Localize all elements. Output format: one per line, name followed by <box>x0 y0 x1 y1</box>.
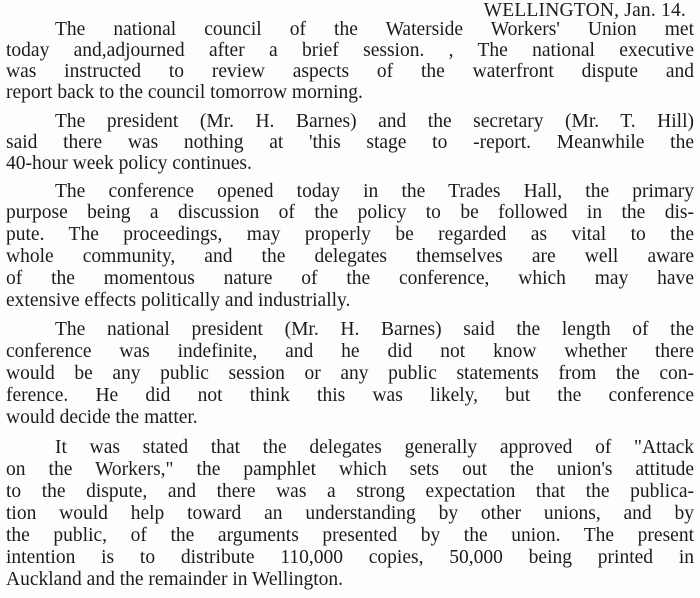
text-line: would decide the matter. <box>6 407 198 428</box>
text-line: on the Workers," the pamphlet which sets out the union's attitude <box>6 459 694 480</box>
text-line: The national president (Mr. H. Barnes) said the length of the <box>55 319 694 340</box>
text-line: It was stated that the delegates generally approved of "Attack <box>55 437 694 458</box>
dateline: WELLINGTON, Jan. 14. <box>483 0 686 21</box>
text-line: whole community, and the delegates themselves are well aware <box>6 246 694 267</box>
text-line: The president (Mr. H. Barnes) and the secretary (Mr. T. Hill) <box>55 111 694 132</box>
text-line: to the dispute, and there was a strong expectation that the publica- <box>6 481 694 502</box>
text-line: was instructed to review aspects of the waterfront dispute and <box>6 61 694 82</box>
text-line: extensive effects politically and industrially. <box>6 290 351 311</box>
text-line: purpose being a discussion of the policy to be followed in the dis- <box>6 202 694 223</box>
text-line: Auckland and the remainder in Wellington. <box>6 569 344 590</box>
text-line: ference. He did not think this was likely, but the conference <box>6 385 694 406</box>
text-line: The national council of the Waterside Workers' Union met <box>55 19 694 40</box>
text-line: the public, of the arguments presented by the union. The present <box>6 525 694 546</box>
text-line: would be any public session or any public statements from the con- <box>6 363 694 384</box>
text-line: pute. The proceedings, may properly be regarded as vital to the <box>6 224 694 245</box>
text-line: report back to the council tomorrow morning. <box>6 82 363 103</box>
text-line: 40-hour week policy continues. <box>6 153 252 174</box>
text-line: tion would help toward an understanding by other unions, and by <box>6 503 694 524</box>
text-line: conference was indefinite, and he did not know whether there <box>6 341 694 362</box>
text-line: intention is to distribute 110,000 copies, 50,000 being printed in <box>6 547 694 568</box>
text-line: of the momentous nature of the conference, which may have <box>6 268 694 289</box>
text-line: The conference opened today in the Trades Hall, the primary <box>55 181 694 202</box>
text-line: today and,adjourned after a brief session. , The national executive <box>6 40 694 61</box>
text-line: said there was nothing at 'this stage to -report. Meanwhile the <box>6 132 694 153</box>
